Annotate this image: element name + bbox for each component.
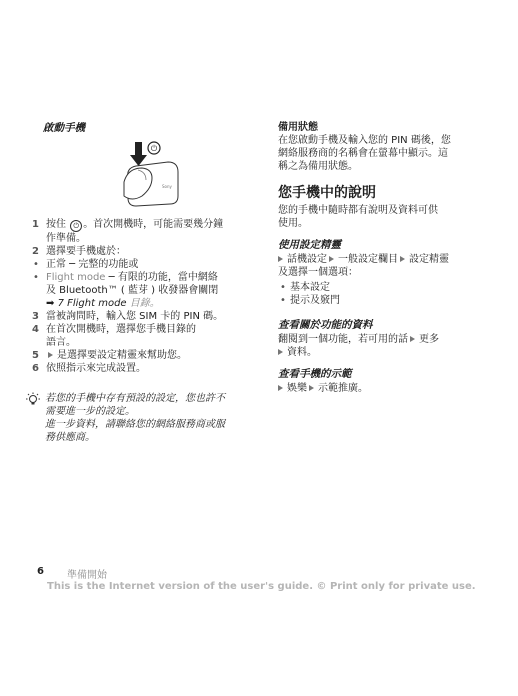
step-4: 4 在首次開機時，選擇您手機目錄的 語言。 [32, 324, 196, 348]
page-number: 6 [37, 566, 44, 577]
select-arrow-icon [48, 352, 53, 358]
select-arrow-icon [309, 385, 314, 391]
step-1: 1 按住 ⏻ 。首次開機時，可能需要幾分鐘 作準備。 [32, 219, 224, 244]
select-arrow-icon [329, 256, 334, 262]
section-heading-start-phone: 啟動手機 [43, 122, 85, 134]
feature-info-heading: 查看關於功能的資料 [278, 319, 373, 331]
select-arrow-icon [278, 385, 283, 391]
option-normal: • 正常 ─ 完整的功能或 [33, 259, 139, 270]
help-heading: 您手機中的說明 [278, 185, 376, 201]
standby-heading: 備用狀態 [278, 122, 318, 133]
svg-text:⏻: ⏻ [150, 144, 158, 153]
tip-lightbulb-icon [25, 392, 41, 408]
watermark-text: This is the Internet version of the user's guide. © Print only for private use. [47, 581, 476, 592]
select-arrow-icon [410, 336, 415, 342]
list-item: • 基本設定 [280, 282, 330, 293]
setup-steps-list [32, 218, 277, 375]
tip-note: 若您的手機中存有預設的設定，您也許不 需要進一步的設定。 進一步資料，請聯絡您的網絡服務商或服 務供應商。 [45, 393, 225, 443]
power-key-icon: ⏻ [70, 220, 82, 232]
step-5: 5 是選擇要設定精靈來幫助您。 [32, 350, 187, 361]
demo-heading: 查看手機的示範 [278, 368, 352, 380]
svg-text:Sony: Sony [162, 184, 172, 189]
power-on-illustration [108, 138, 180, 210]
select-arrow-icon [400, 256, 405, 262]
feature-info-text: 翻閱到一個功能，若可用的話 更多 資料。 [278, 334, 439, 358]
step-3: 3 當被詢問時，輸入您 SIM 卡的 PIN 碼。 [32, 311, 224, 322]
option-flight-mode: • Flight mode ─ 有限的功能，當中網絡 及 Bluetooth™ ( 藍芽 ) 收發器會關閉 ➡ 7 Flight mode 目錄。 [33, 272, 219, 309]
section-name: 準備開始 [67, 570, 107, 581]
reference-arrow-icon: ➡ [46, 298, 55, 309]
demo-text: 娛樂 示範推廣。 [278, 382, 483, 395]
standby-section: 備用狀態 在您啟動手機及輸入您的 PIN 碼後，您 網絡服務商的名稱會在螢幕中顯示。這 稱之為備用狀態。 [278, 121, 483, 173]
step-2: 2 選擇要手機處於： [32, 246, 126, 257]
select-arrow-icon [278, 256, 283, 262]
list-item: • 提示及竅門 [280, 295, 340, 306]
wizard-text: 話機設定 一般設定欄目 設定精靈 及選擇一個選項： • 基本設定 • 提示及竅門 [278, 253, 483, 307]
step-6: 6 依照指示來完成設置。 [32, 363, 146, 374]
wizard-heading: 使用設定精靈 [278, 239, 341, 251]
select-arrow-icon [278, 349, 283, 355]
help-text: 您的手機中隨時都有說明及資料可供 使用。 [278, 205, 438, 229]
